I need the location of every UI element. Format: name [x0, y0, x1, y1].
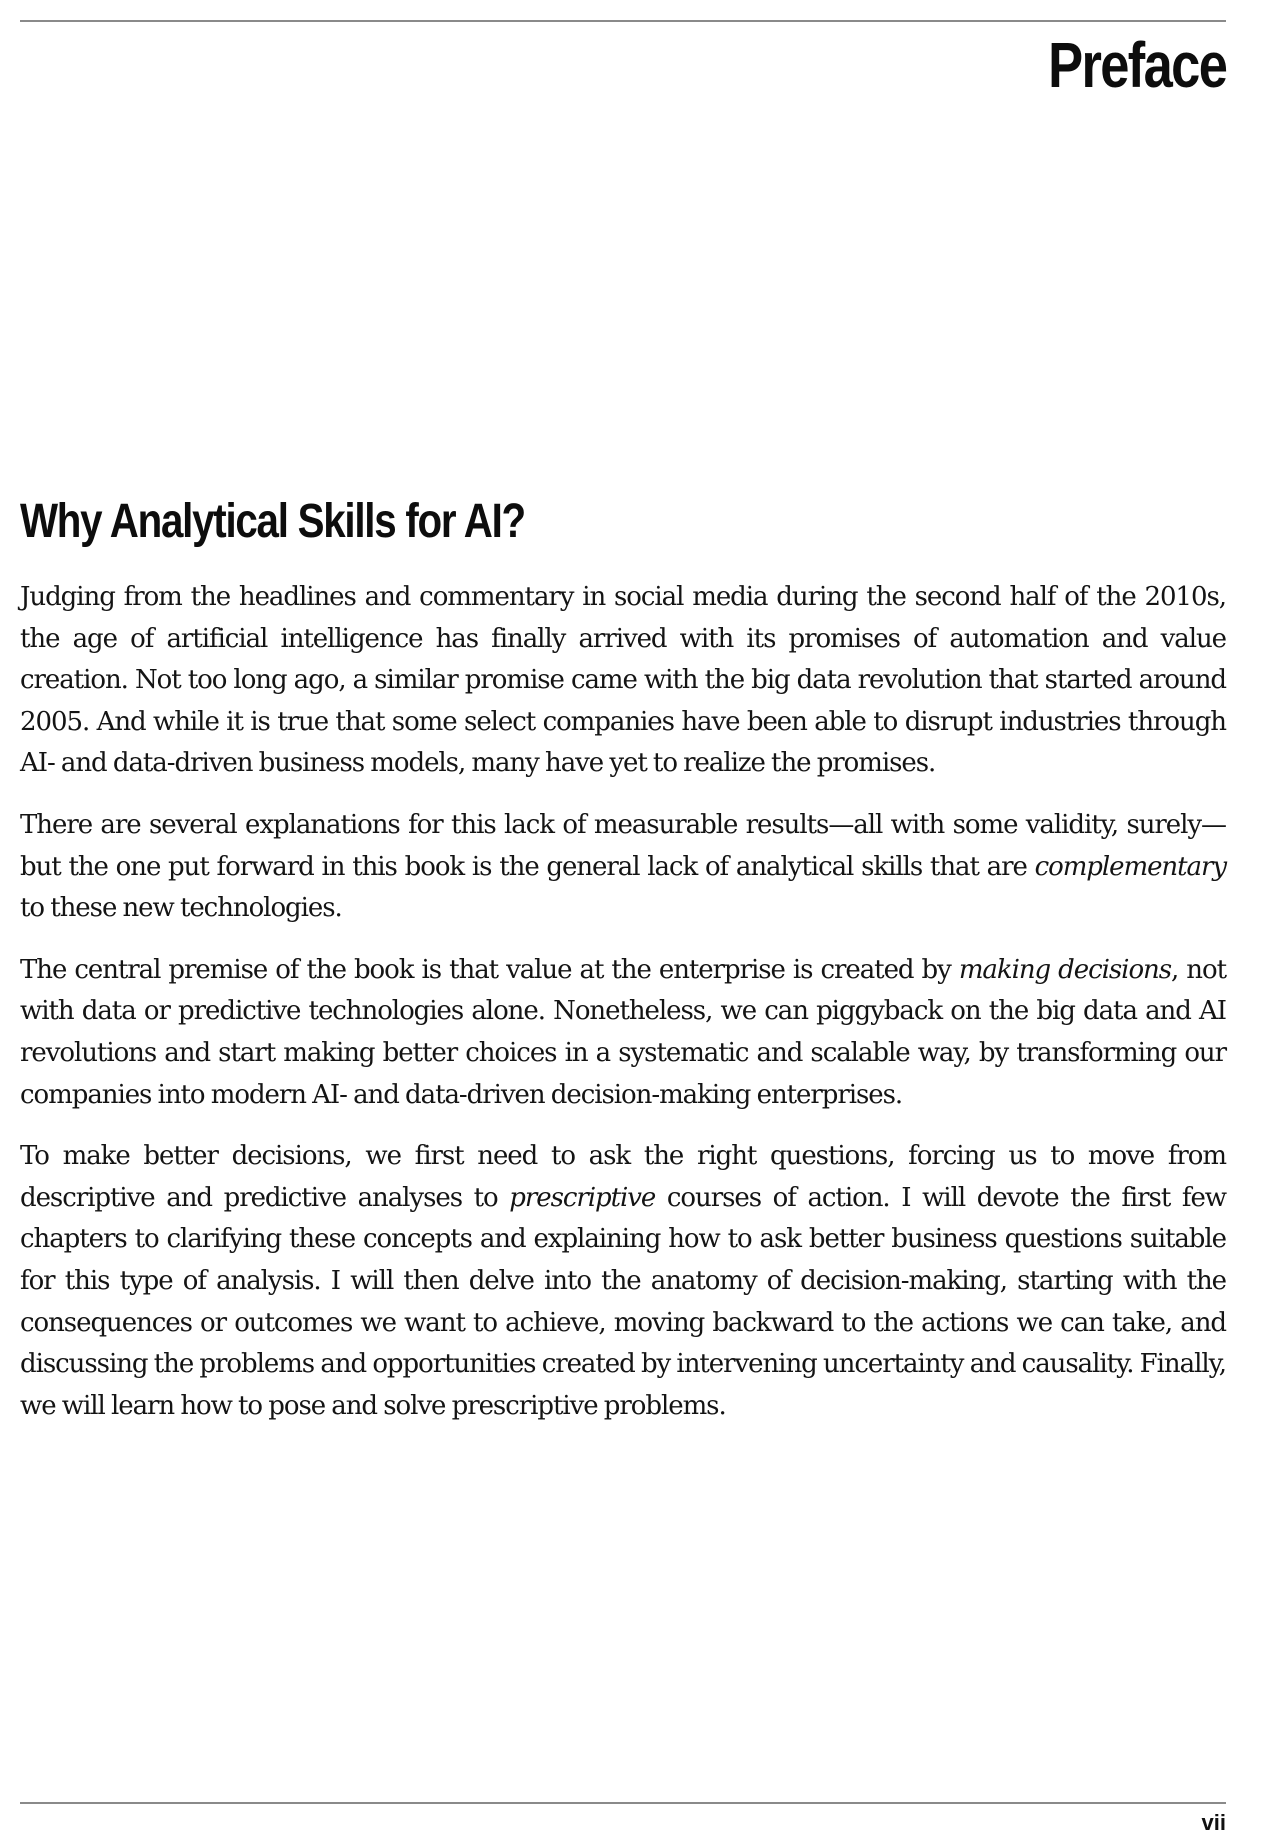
chapter-title: Preface [1047, 29, 1226, 101]
paragraph-4-text: To make better decisions, we first need to ask the right questions, forcing us to move from descriptive and predictive analyses to [20, 1141, 1226, 1213]
section-heading: Why Analytical Skills for AI? [20, 495, 525, 548]
paragraph-3 [20, 950, 1226, 1116]
paragraph-3-text-end: , not with data or predictive technologies alone. Nonetheless, we can piggyback on the big data and AI revolutions and start making better choices in a systematic and scalable way, by transforming our companies into modern AI- and data-driven decision-making enterprises. [20, 954, 1226, 1110]
page-number: vii [1201, 1810, 1226, 1835]
emphasis-complementary: complementary [1034, 851, 1226, 882]
bottom-rule [20, 1802, 1226, 1804]
emphasis-making-decisions: making decisions [958, 954, 1172, 985]
top-rule [20, 20, 1226, 22]
emphasis-prescriptive: prescriptive [509, 1182, 656, 1213]
paragraph-1-text: Judging from the headlines and commentary in social media during the second half of the 2010s, the age of artificial intelligence has finally arrived with its promises of automation and value creation. Not too long ago, a similar promise came with the big data revolution that started around 2005. And while it is true that some select companies have been able to disrupt industries through AI- and data-driven business models, many have yet to realize the promises. [20, 582, 1226, 779]
paragraph-4 [20, 1136, 1226, 1427]
paragraph-2 [20, 805, 1226, 930]
paragraph-1 [20, 577, 1226, 785]
paragraph-2-text-end: to these new technologies. [20, 893, 342, 924]
paragraph-2-text: There are several explanations for this lack of measurable results—all with some validity, surely—but the one put forward in this book is the general lack of analytical skills that are [20, 809, 1226, 882]
paragraph-3-text: The central premise of the book is that value at the enterprise is created by [20, 954, 959, 985]
paragraph-4-text-end: courses of action. I will devote the first few chapters to clarifying these concepts and explaining how to ask better business questions suitable for this type of analysis. I will then delve into the anatomy of decision-making, starting with the consequences or outcomes we want to achieve, moving backward to the actions we can take, and discussing the problems and opportunities created by intervening uncertainty and causality. Finally, we will learn how to pose and solve prescriptive problems. [20, 1182, 1226, 1421]
body-text [20, 577, 1226, 1447]
